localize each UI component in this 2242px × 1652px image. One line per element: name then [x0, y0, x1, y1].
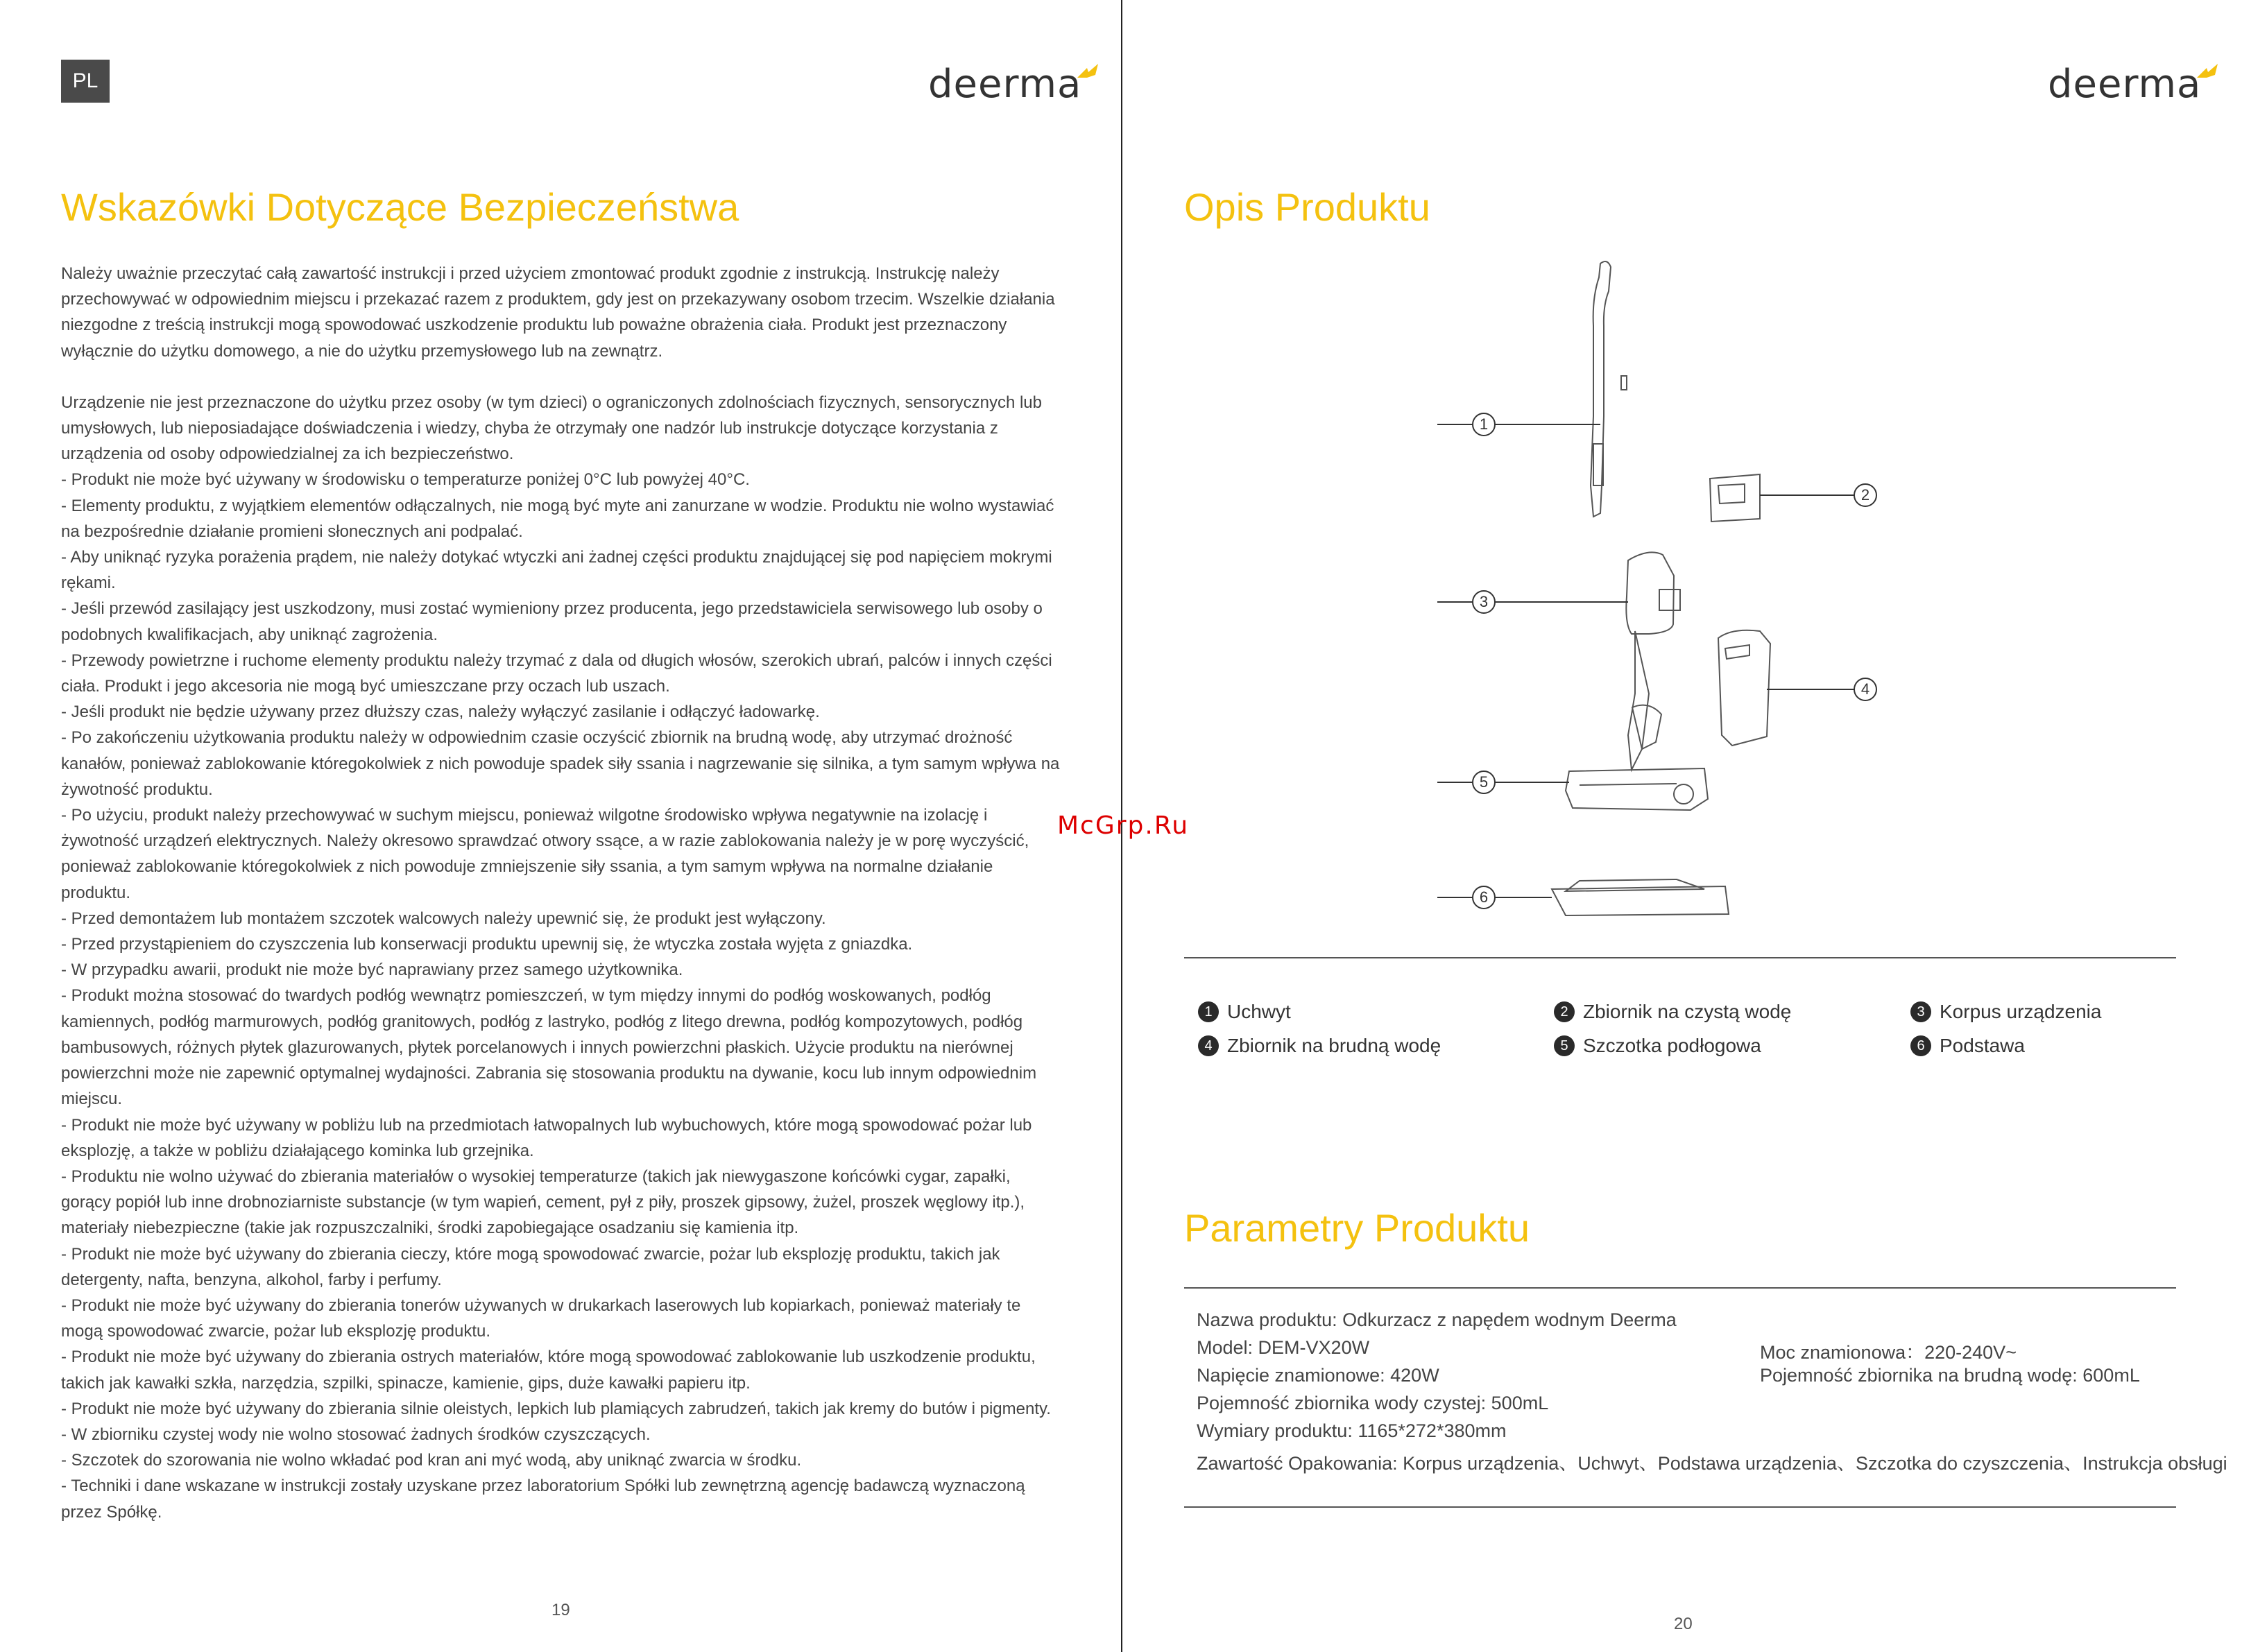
- brand-logo: [928, 60, 1101, 107]
- param-model: Model: DEM-VX20W: [1197, 1337, 1370, 1358]
- params-bottom-rule: [1184, 1506, 2176, 1508]
- body-dial: [1659, 590, 1680, 610]
- product-illustration: [1122, 0, 2242, 971]
- legend-number: 5: [1554, 1035, 1575, 1056]
- legend-number: 3: [1910, 1001, 1931, 1022]
- brush-wheel: [1674, 784, 1693, 804]
- paragraph: Urządzenie nie jest przeznaczone do użytku przez osoby (w tym dzieci) o ograniczonych zdolnościach fizycznych, sensorycznych lub umysłowych, lub nieposiadające doświadczenia i wiedzy, chyba że otrzymały one nadzór lub instrukcje dotyczące korzystania z urządzenia od osoby odpowiedzialnej za ich bezpieczeństwo.: [61, 393, 1042, 464]
- legend-label: Szczotka podłogowa: [1583, 1035, 1761, 1056]
- paragraph: - W zbiorniku czystej wody nie wolno stosować żadnych środków czyszczących.: [61, 1425, 651, 1444]
- paragraph: - Produktu nie wolno używać do zbierania materiałów o wysokiej temperaturze (takich jak niewygaszone końcówki cygar, zapałki, gorący popiół lub inne drobnoziarniste substancje (w tym wapień, cement, pył z piły, proszek gipsowy, żużel, proszek węglowy itp.), materiały niebezpieczne (takie jak rozpuszczalniki, środki zapobiegające osadzaniu się kamienia itp.: [61, 1167, 1025, 1238]
- paragraph: - Produkt nie może być używany w środowisku o temperaturze poniżej 0°C lub powyżej 40°C.: [61, 470, 750, 490]
- legend-label: Podstawa: [1940, 1035, 2025, 1056]
- param-product-name: Nazwa produktu: Odkurzacz z napędem wodnym Deerma: [1197, 1309, 1677, 1330]
- paragraph: - Aby uniknąć ryzyka porażenia prądem, nie należy dotykać wtyczki ani żadnej części produktu znajdującej się pod napięciem mokrymi rękami.: [61, 548, 1052, 593]
- legend-label: Zbiornik na czystą wodę: [1583, 1001, 1792, 1022]
- paragraph: - Produkt nie może być używany do zbierania silnie oleistych, lepkich lub plamiących zabrudzeń, takich jak kremy do butów i pigmenty.: [61, 1399, 1051, 1418]
- paragraph: - Produkt nie może być używany do zbierania cieczy, które mogą spowodować zwarcie, pożar lub eksplozję produktu, takich jak detergenty, nafta, benzyna, alkohol, farby i perfumy.: [61, 1244, 1000, 1289]
- callout-4: 4: [1854, 678, 1877, 701]
- paragraph: - Jeśli produkt nie będzie używany przez dłuższy czas, należy wyłączyć zasilanie i odłączyć ładowarkę.: [61, 703, 820, 722]
- paragraph: - Po zakończeniu użytkowania produktu należy w odpowiednim czasie oczyścić zbiornik na brudną wodę, aby utrzymać drożność kanałów, ponieważ zablokowanie któregokolwiek z nich powoduje spadek siły ssania i nagrzewanie się silnika, a tym samym wpływa na żywotność produktu.: [61, 728, 1060, 799]
- page-number: 19: [551, 1601, 570, 1619]
- paragraph: Należy uważnie przeczytać całą zawartość instrukcji i przed użyciem zmontować produkt zgodnie z instrukcją. Instrukcję należy przechowywać w odpowiednim miejscu i przekazać razem z produktem, gdy jest on przekazywany osobom trzecim. Wszelkie działania niezgodne z treścią instrukcji mogą spowodować uszkodzenie produktu lub poważne obrażenia ciała. Produkt jest przeznaczony wyłącznie do użytku domowego, a nie do użytku przemysłowego lub na zewnątrz.: [61, 264, 1055, 361]
- paragraph: - Jeśli przewód zasilający jest uszkodzony, musi zostać wymieniony przez producenta, jego przedstawiciela serwisowego lub osoby o podobnych kwalifikacjach, aby uniknąć zagrożenia.: [61, 599, 1043, 644]
- callout-6: 6: [1472, 886, 1496, 909]
- legend-number: 2: [1554, 1001, 1575, 1022]
- paragraph: - Produkt nie może być używany w pobliżu lub na przedmiotach łatwopalnych lub wybuchowych, które mogą spowodować pożar lub eksplozję, a także w pobliżu działającego kominka lub grzejnika.: [61, 1115, 1032, 1160]
- legend-item: [1198, 1001, 1291, 1023]
- param-clean-tank: Pojemność zbiornika wody czystej: 500mL: [1197, 1393, 1549, 1413]
- brush-roller: [1580, 784, 1677, 785]
- param-rated-voltage: Napięcie znamionowe: 420W: [1197, 1365, 1439, 1386]
- legend-number: 1: [1198, 1001, 1219, 1022]
- callout-3: 3: [1472, 590, 1496, 614]
- legend-item: [1910, 1035, 2025, 1057]
- clean-tank-drawing: [1710, 474, 1760, 522]
- legend-item: [1554, 1035, 1761, 1057]
- paragraph: - Przed demontażem lub montażem szczotek walcowych należy upewnić się, że produkt jest wyłączony.: [61, 909, 826, 928]
- paragraph: - Po użyciu, produkt należy przechowywać w suchym miejscu, ponieważ wilgotne środowisko wpływa negatywnie na izolację i żywotność urządzeń elektrycznych. Należy okresowo sprawdzać otwory ssące, a w razie zablokowania należy je w porę wyczyścić, ponieważ zablokowanie któregokolwiek z nich powoduje zmniejszenie siły ssania, a tym samym wpływa na normalne działanie produktu.: [61, 806, 1029, 902]
- product-description-title: Opis Produktu: [1184, 185, 1430, 229]
- callout-5: 5: [1472, 771, 1496, 794]
- paragraph: - Przed przystąpieniem do czyszczenia lub konserwacji produktu upewnij się, że wtyczka została wyjęta z gniazdka.: [61, 935, 913, 954]
- watermark: McGrp.Ru: [1057, 811, 1190, 840]
- paragraph: - W przypadku awarii, produkt nie może być naprawiany przez samego użytkownika.: [61, 961, 683, 980]
- legend-number: 6: [1910, 1035, 1931, 1056]
- safety-title: Wskazówki Dotyczące Bezpieczeństwa: [61, 185, 739, 229]
- clean-tank-window: [1718, 484, 1745, 504]
- paragraph: - Produkt można stosować do twardych podłóg wewnątrz pomieszczeń, w tym między innymi do podłóg woskowanych, podłóg kamiennych, podłóg marmurowych, podłóg granitowych, podłóg z lastryko, podłóg z litego drewna, podłóg kompozytowych, podłóg bambusowych, różnych płytek glazurowanych, płytek porcelanowych i innych powierzchni płaskich. Użycie produktu na nierównej powierzchni może nie zapewnić optymalnej wydajności. Zabrania się stosowania produktu na dywanie, kocu lub innym odpowiednim miejscu.: [61, 986, 1037, 1109]
- callout-2: 2: [1854, 483, 1877, 507]
- safety-text: [61, 261, 1060, 1525]
- paragraph: - Przewody powietrzne i ruchome elementy produktu należy trzymać z dala od długich włosów, szerokich ubrań, palców i innych części ciała. Produkt i jego akcesoria nie mogą być umieszczane przy oczach lub uszach.: [61, 651, 1052, 696]
- param-package-contents: Zawartość Opakowania: Korpus urządzenia、Uchwyt、Podstawa urządzenia、Szczotka do czyszczenia、Instrukcja obsługi: [1197, 1453, 2227, 1474]
- deer-antler-icon: [1075, 62, 1101, 80]
- legend-number: 4: [1198, 1035, 1219, 1056]
- product-parameters-title: Parametry Produktu: [1184, 1206, 1530, 1250]
- brand-logo-text: deerma: [928, 62, 1082, 107]
- divider-line: [1184, 957, 2176, 958]
- params-top-rule: [1184, 1287, 2176, 1289]
- legend-label: Zbiornik na brudną wodę: [1227, 1035, 1441, 1056]
- brand-logo-text: deerma: [2048, 62, 2202, 107]
- right-page: [1122, 0, 2242, 1652]
- handle-clip: [1621, 376, 1627, 390]
- legend-item: [1198, 1035, 1441, 1057]
- dirty-tank-drawing: [1718, 630, 1770, 746]
- legend-label: Korpus urządzenia: [1940, 1001, 2102, 1022]
- legend-item: [1910, 1001, 2101, 1023]
- param-dimensions: Wymiary produktu: 1165*272*380mm: [1197, 1420, 1507, 1441]
- base-top: [1566, 879, 1704, 891]
- paragraph: - Techniki i dane wskazane w instrukcji zostały uzyskane przez laboratorium Spółki lub zewnętrzną agencję badawczą wyznaczoną przez Spółkę.: [61, 1477, 1025, 1522]
- callout-1: 1: [1472, 413, 1496, 436]
- paragraph: - Produkt nie może być używany do zbierania tonerów używanych w drukarkach laserowych lub kopiarkach, ponieważ materiały te mogą spowodować zwarcie, pożar lub eksplozję produktu.: [61, 1296, 1021, 1341]
- param-dirty-tank: Pojemność zbiornika na brudną wodę: 600mL: [1760, 1365, 2140, 1386]
- legend-label: Uchwyt: [1227, 1001, 1291, 1022]
- paragraph: - Szczotek do szorowania nie wolno wkładać pod kran ani myć wodą, aby uniknąć zwarcia w środku.: [61, 1451, 802, 1470]
- paragraph: - Elementy produktu, z wyjątkiem elementów odłączalnych, nie mogą być myte ani zanurzane w wodzie. Produktu nie wolno wystawiać na bezpośrednie działanie promieni słonecznych ani podpalać.: [61, 496, 1054, 541]
- language-badge: PL: [61, 60, 110, 103]
- body-shaft: [1628, 631, 1649, 770]
- param-rated-power: Moc znamionowa：220-240V~: [1760, 1342, 2017, 1363]
- page-number: 20: [1674, 1615, 1693, 1633]
- dirty-tank-top: [1725, 645, 1749, 659]
- legend-item: [1554, 1001, 1791, 1023]
- paragraph: - Produkt nie może być używany do zbierania ostrych materiałów, które mogą spowodować zablokowanie lub uszkodzenie produktu, takich jak kawałki szkła, narzędzia, szpilki, spinacze, kamienie, gips, duże kawałki papieru itp.: [61, 1348, 1036, 1393]
- body-drawing: [1626, 552, 1674, 634]
